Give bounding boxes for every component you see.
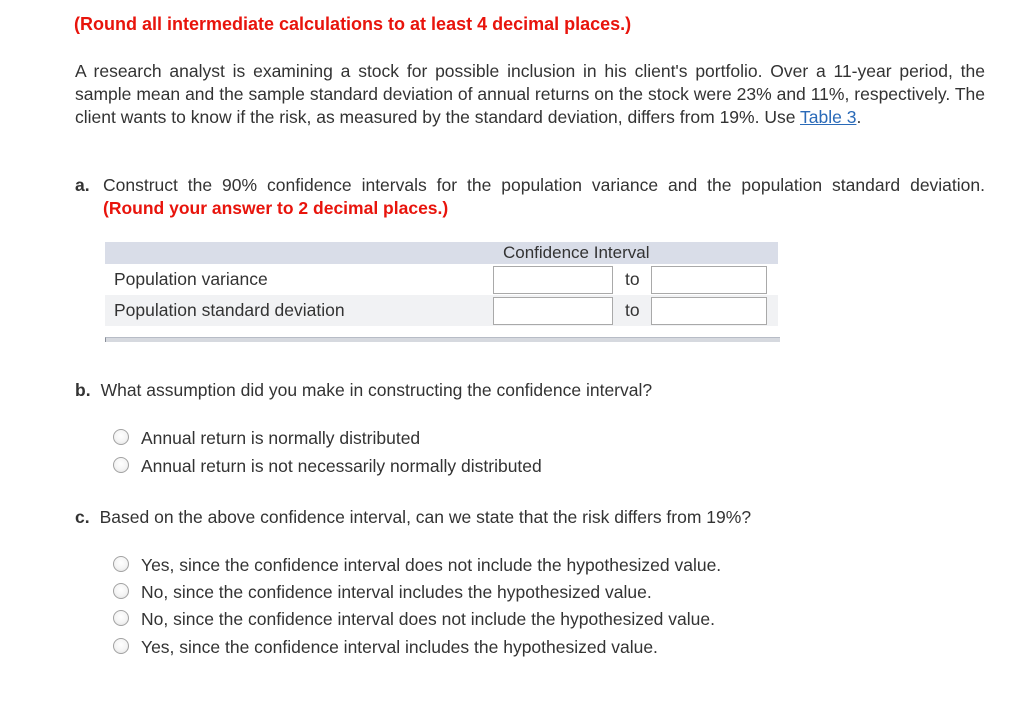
part-a-question: [103, 174, 985, 220]
confidence-interval-table: [105, 242, 778, 326]
part-a-rounding-note: (Round your answer to 2 decimal places.): [103, 198, 449, 218]
row-label-variance: Population variance: [114, 269, 268, 289]
variance-upper-input[interactable]: [651, 266, 767, 294]
radio-button[interactable]: [113, 610, 129, 626]
radio-button[interactable]: [113, 638, 129, 654]
part-b: [75, 380, 652, 401]
row-label-std-dev: Population standard deviation: [114, 300, 345, 320]
table-horizontal-scrollbar[interactable]: [105, 337, 780, 342]
std-dev-lower-input[interactable]: [493, 297, 613, 325]
part-c: [75, 507, 751, 528]
table-3-link[interactable]: Table 3: [800, 107, 857, 127]
variance-to-label: to: [625, 269, 640, 289]
problem-statement: [75, 60, 985, 129]
table-row-variance: [105, 264, 778, 295]
radio-button[interactable]: [113, 556, 129, 572]
variance-lower-input[interactable]: [493, 266, 613, 294]
table-header-label: Confidence Interval: [503, 243, 650, 262]
part-a-label: a.: [75, 175, 90, 195]
option-label: No, since the confidence interval includes the hypothesized value.: [141, 582, 652, 602]
std-dev-upper-input[interactable]: [651, 297, 767, 325]
radio-button[interactable]: [113, 457, 129, 473]
std-dev-to-label: to: [625, 300, 640, 320]
problem-text-end: .: [856, 107, 862, 127]
radio-button[interactable]: [113, 583, 129, 599]
radio-button[interactable]: [113, 429, 129, 445]
option-label: Annual return is normally distributed: [141, 428, 421, 448]
table-header: [105, 242, 778, 264]
option-label: Annual return is not necessarily normally distributed: [141, 456, 542, 476]
part-a: [75, 174, 985, 220]
part-b-question: What assumption did you make in constructing the confidence interval?: [100, 380, 653, 400]
part-a-text: Construct the 90% confidence intervals for the population variance and the population standard deviation.: [103, 175, 985, 195]
option-label: No, since the confidence interval does not include the hypothesized value.: [141, 609, 715, 629]
option-label: Yes, since the confidence interval includes the hypothesized value.: [141, 637, 658, 657]
table-row-std-dev: [105, 295, 778, 326]
option-label: Yes, since the confidence interval does not include the hypothesized value.: [141, 555, 722, 575]
part-c-label: c.: [75, 507, 90, 527]
part-b-label: b.: [75, 380, 91, 400]
part-c-question: Based on the above confidence interval, can we state that the risk differs from 19%?: [99, 507, 752, 527]
rounding-instruction: (Round all intermediate calculations to at least 4 decimal places.): [74, 14, 632, 34]
problem-text: A research analyst is examining a stock for possible inclusion in his client's portfolio. Over a 11-year period, the sample mean and the sample standard deviation of annual returns on the stock were 23% and 11%, respectively. The client wants to know if the risk, as measured by the standard deviation, differs from 19%. Use: [75, 61, 985, 127]
